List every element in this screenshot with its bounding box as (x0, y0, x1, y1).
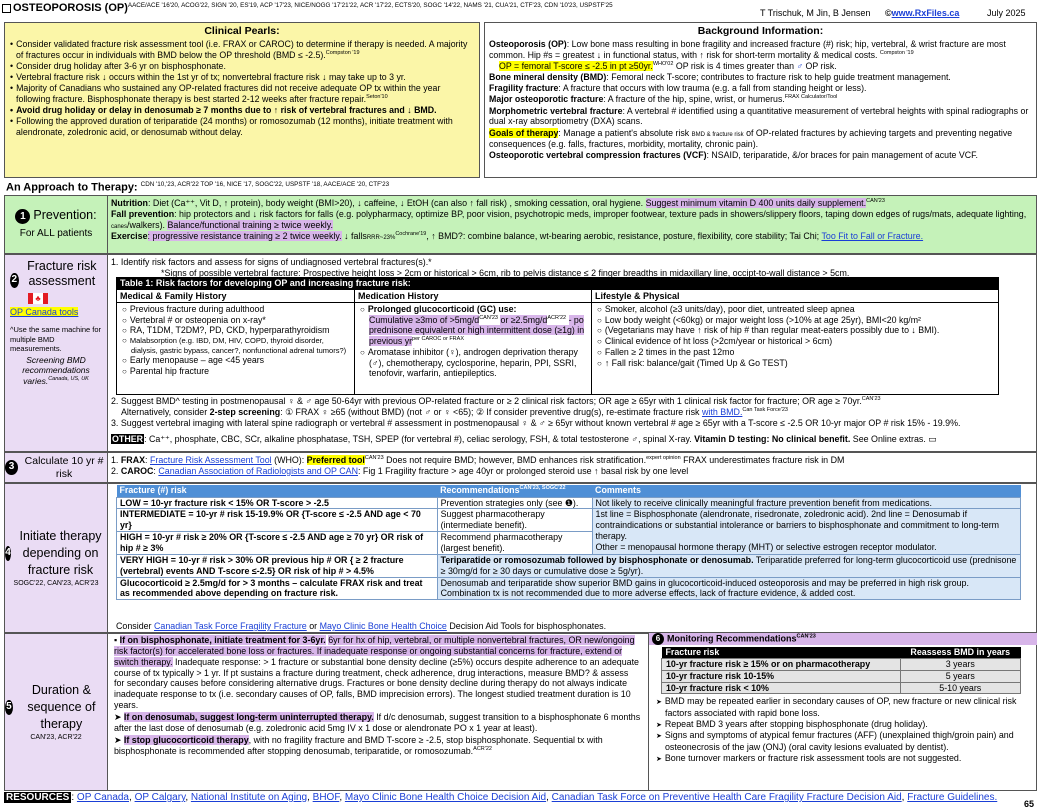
column-header: Medical & Family History (117, 291, 354, 303)
exercise-line: Exercise: progressive resistance training ≥ 2 twice weekly. ↓ fallsRRR~23%$^{Cochrane'19}$, ↑ BMD?: combine balance, wt-bearing aerobic, resistance, posture, flexibility, core stability; Tai Chi; Too Fit to Fall or Fracture. (111, 231, 924, 242)
risk-factor-item: ○ Fallen ≥ 2 times in the past 12mo (595, 347, 995, 358)
glucocorticoid-recommendation: Denosumab and teriparatide show superior BMD gains in glucocorticoid-induced osteoporosis and may be preferred in high risk group. Combination tx is not recommended due to more adverse effects, lack of fracture evidence, & added cost. (437, 577, 1020, 600)
frax-line: 1. FRAX: Fracture Risk Assessment Tool (WHO): Preferred tool$^{CAN'23}$ Does not require BMD; however, BMD enhances risk stratification.$^{expert opinion}$ FRAX underestimates fracture risk in DM (111, 455, 845, 465)
column-header: Medication History (355, 291, 591, 303)
step-2-line: 2. Suggest BMD^ testing in postmenopausal ♀ & ♂ age 50-64yr with previous OP-related fracture or ≥ 2 clinical risk factors; OR age ≥ 65yr with 1 clinical risk factor for fracture; OR age ≥ 70yr.$^{CAN'23}$ (111, 396, 881, 406)
checkbox-icon (2, 4, 11, 13)
background-title: Background Information: (697, 25, 824, 37)
website-link[interactable]: www.RxFiles.ca (891, 8, 960, 18)
risk-factor-item: ○ Parental hip fracture (120, 366, 351, 377)
medication-history-column (355, 290, 592, 395)
risk-factor-item: ○ Aromatase inhibitor (♀), androgen deprivation therapy (♂), chemotherapy, cyclosporine, heparin, PPI, SSRI, tenofovir, warfarin, antiepileptics. (358, 347, 588, 379)
mayo-clinic-link[interactable]: Mayo Clinic Bone Health Choice (319, 621, 447, 631)
fragility-definition: Fragility fracture: A fracture that occurs with low trauma (e.g. a fall from standing height or less). (489, 83, 867, 94)
resources-label: RESOURCES (6, 792, 70, 803)
section-title: Fracture risk assessment (27, 259, 97, 289)
column-header: Fracture (#) risk (117, 485, 438, 497)
pearl-item: • Vertebral fracture risk ↓ occurs within the 1st yr of tx; nonvertebral fracture risk ↓ may take up to 3 yr. (9, 72, 475, 83)
treatment-lines: 1st line = Bisphosphonate (alendronate, risedronate, zoledronic acid). 2nd line = Denosumab if contraindications or substantial intolerance or barriers to bisphosphonate and commitment to long-term therapy. Other = menopausal hormone therapy (MHT) or selective estrogen receptor modulator. (592, 509, 1020, 554)
resource-link[interactable]: Fracture Guidelines. (907, 792, 998, 803)
list-item: ➤ BMD may be repeated earlier in secondary causes of OP, new fracture or new clinical risk factors associated with rapid bone loss. (655, 696, 1031, 718)
pearl-item: • Following the approved duration of teriparatide (24 months) or romosozumab (12 months), initiate treatment with alendronate, zoledronic acid, or denosumab without delay. (9, 116, 475, 137)
monitoring-title: 6 Monitoring Recommendations$^{CAN'23}$ (649, 633, 1037, 645)
duration-text (114, 635, 641, 789)
op-tscore: OP = femoral T-score ≤ -2.5 in pt ≥50yr.$^{WHO'02}$ OP risk is 4 times greater than ♂ OP risk. (499, 60, 837, 71)
major-fracture-definition: Major osteoporotic fracture: A fracture of the hip, spine, wrist, or humerus.$^{FRAX Calculator/Tool}$ (489, 94, 838, 105)
risk-factor-item: ○ Clinical evidence of ht loss (>2cm/year or historical > 6cm) (595, 336, 995, 347)
authors: T Trischuk, M Jin, B Jensen (760, 8, 871, 18)
screening-steps (111, 396, 1033, 444)
morphometric-definition: Morphometric vertebral fracture: A vertebral # identified using a quantitative measurement of vertebral heights with spinal radiographs or dual x-ray absorptiometry (DXA) scans. (489, 105, 1029, 127)
op-canada-tools-link[interactable]: OP Canada tools (10, 306, 79, 317)
column-header: Recommendations$^{CAN'23, SOGC'22}$ (437, 485, 592, 497)
resource-link[interactable]: National Institute on Aging (190, 792, 308, 803)
section-references: SOGC'22, CAN'23, ACR'23 (13, 579, 99, 587)
section-references: CAN'23, ACR'22 (30, 733, 82, 741)
ctf-fragility-link[interactable]: Canadian Task Force Fragility Fracture (154, 621, 307, 631)
bmd-definition: Bone mineral density (BMD): Femoral neck T-score; contributes to fracture risk to help guide treatment management. (489, 71, 951, 82)
step-number: 1 (15, 209, 30, 224)
risk-factor-item: ○ Low body weight (<60kg) or major weight loss (>10% at age 25yr), BMI<20 kg/m² (595, 315, 995, 326)
monitoring-list (655, 696, 1031, 764)
vcf-definition: Osteoporotic vertebral compression fractures (VCF): NSAID, teriparatide, &/or braces for pain management of acute VCF. (489, 150, 978, 161)
very-high-recommendation: Teriparatide or romosozumab followed by bisphosphonate or denosumab. Teriparatide preferred for long-term glucocorticoid use (prednisone ≥ 30mg/d for ≥ 30 days or cumulative dose ≥ 5g/yr). (437, 554, 1020, 577)
denosumab-duration: ➤ If on denosumab, suggest long-term uninterrupted therapy. If d/c denosumab, suggest transition to a bisphosphonate 6 months after the last dose of denosumab (e.g. zoledronic acid 5mg IV x 1 dose or alendronate PO x 1 year at least). (114, 712, 641, 733)
risk-factor-item: ○ Malabsorption (e.g. IBD, DM, HIV, COPD, thyroid disorder, dialysis, gastric bypass, cancer?, nonfunctional adrenal tumors?) (120, 336, 351, 355)
step-1-line: 1. Identify risk factors and assess for signs of undiagnosed vertebral fractures(s).* (111, 257, 432, 267)
section-title: Calculate 10 yr # risk (24, 454, 104, 480)
decision-aid-footer: Consider Canadian Task Force Fragility Fracture or Mayo Clinic Bone Health Choice Decision Aid Tools for bisphosphonates. (116, 621, 607, 631)
section-title: Initiate therapy depending on fracture risk (19, 528, 102, 577)
clinical-pearls-box (4, 22, 480, 178)
glucocorticoid-stop: ➤ If stop glucocorticoid therapy, with no fragility fracture and BMD T-score ≥ -2.5, stop bisphosphonate. Sequential tx with bisphosphonate is recommended after stopping denosumab, teriparatide, or romosozumab.$^{ACR'22}$ (114, 734, 603, 756)
risk-factor-item: ○ Smoker, alcohol (≥3 units/day), poor diet, untreated sleep apnea (595, 304, 995, 315)
step-number: 4 (5, 546, 11, 561)
page-title: OSTEOPOROSIS (OP) (13, 2, 128, 15)
copyright (885, 8, 959, 19)
medical-history-column (117, 290, 355, 395)
section-calculate-body (108, 452, 1037, 483)
step-number: 5 (5, 700, 13, 715)
title-bar (2, 2, 1039, 20)
risk-factor-item: ○ Prolonged glucocorticoid (GC) use: Cumulative ≥3mo of $>5mg/d^{CAN'23}$ or $\ge 2.5mg/d^{ACR'22}$ - po prednisone equivalent or high intermittent dose (≥1g) in previous $yr^{per CAROC or FRAX}$ (358, 304, 588, 347)
column-header: Lifestyle & Physical (592, 291, 998, 303)
computer-icon: ▭ (928, 433, 937, 444)
table-row: 10-yr fracture risk ≥ 15% or on pharmacotherapy 3 years (662, 658, 1021, 670)
risk-factor-item: ○ ↑ Fall risk: balance/gait (Timed Up & Go TEST) (595, 358, 995, 369)
goals-definition: Goals of therapy: Manage a patient's absolute risk BMD & fracture risk of OP-related fractures by achieving targets and preventing negative consequences (e.g. falls, fractures, morbidity, mortality, chronic pain). (489, 127, 1013, 149)
two-step-line: Alternatively, consider 2-step screening: ① FRAX ♀ ≥65 (without BMD) (not ♂ or ♀ <65); ② If consider preventive drug(s), re-estimate fracture risk with BMD.$^{Can Task Force'23}$ (121, 406, 788, 417)
resource-link[interactable]: Mayo Clinic Bone Health Choice Decision Aid (344, 792, 547, 803)
risk-factor-item: ○ Early menopause – age <45 years (120, 355, 351, 366)
pearl-item: • Consider validated fracture risk assessment tool (i.e. FRAX or CAROC) to determine if therapy is needed. A majority of fractures occur in individuals with BMD below the OP threshold (BMD ≤ -2.5).$^{Compston '19}$ (9, 39, 475, 60)
section-title: Prevention: (33, 208, 97, 223)
step-3-line: 3. Suggest vertebral imaging with lateral spine radiograph or vertebral # assessment in postmenopausal ♀ & ♂ ≥ 65yr without known vertebral # age ≥ 65yr with a T-score ≤ -2.5 OR 10-yr major OP # risk 15% - 19.9%. (111, 417, 961, 428)
monitoring-panel (648, 633, 1037, 791)
risk-factor-item: ○ Vertebral # or osteopenia on x-ray* (120, 315, 351, 326)
background-info-box (484, 22, 1037, 178)
copyright-symbol: © (885, 8, 892, 18)
table-row: Glucocorticoid ≥ 2.5mg/d for > 3 months – calculate FRAX risk and treat as recommended above depending on fracture risk. Denosumab and teriparatide show superior BMD gains in glucocorticoid-induced osteoporosis and may be preferred in high risk group. Combination tx is not recommended due to more adverse effects, lack of fracture evidence, & added cost. (117, 577, 1021, 600)
op-definition: Osteoporosis (OP): Low bone mass resulting in bone fragility and increased fracture (#) risk; hip, vertebral, & wrist fracture are most common. Hip #s = greatest ↓ in functional status, with ↑ risk for short-term mortality & medical costs. $^{Compston '19}$ (489, 38, 1006, 60)
table-row: VERY HIGH = 10-yr # risk > 30% OR previous hip # OR { ≥ 2 fracture (vertebral) events AND T-score ≤-2.5} OR risk of hip # > 4.5% Teriparatide or romosozumab followed by bisphosphonate or denosumab. Teriparatide preferred for long-term glucocorticoid use (prednisone ≥ 30mg/d for ≥ 30 days or cumulative dose ≥ 5g/yr). (117, 554, 1021, 577)
section-prevention-label (4, 195, 108, 254)
section-risk-assessment-label (4, 254, 108, 452)
bisphosphonate-duration: ▪ If on bisphosphonate, initiate treatment for 3-6yr. 6yr for hx of hip, vertebral, or multiple nonvertebral fractures, OR new/ongoing risk factor(s) for accelerated bone loss or fractures. If inadequate response or ongoing substantial concerns for fracture, extend or switch therapy. Inadequate response: > 1 fracture or substantial bone density decline (≥5%) occurs despite adherence to an adequate course of tx typically > 1 yr. If pt sustains a fracture during treatment, check adherence, drug interactions, measure BMD? & assess for secondary causes before considering alternative drugs. Fractures or bone density decline during therapy do not always indicate inadequate response to tx (i.e. secondary causes of OP, falls, BMD imprecision errors). The longest studied treatment duration is 10 years. (114, 635, 639, 711)
risk-factor-item: ○ (Vegetarians may have ↑ risk of hip # than regular meat-eaters possibly due to ↓ BMI). (595, 325, 995, 336)
bmd-machine-note: ^Use the same machine for multiple BMD measurements. (10, 325, 102, 353)
clinical-pearls-list (9, 39, 475, 138)
resources-bar: RESOURCES : OP Canada, OP Calgary, National Institute on Aging, BHOF, Mayo Clinic Bone Health Choice Decision Aid, Canadian Task Force on Preventive Health Care Fragility Fracture Decision Aid, Fracture Guidelines. (6, 792, 998, 803)
page-number: 65 (1024, 799, 1035, 809)
male-icon: ♂ (796, 60, 804, 71)
risk-factor-item: ○ Previous fracture during adulthood (120, 304, 351, 315)
monitoring-table (661, 647, 1021, 694)
resource-link[interactable]: OP Canada (76, 792, 129, 803)
section-duration-label (4, 633, 108, 791)
column-header: Comments (592, 485, 1020, 497)
section-calculate-label (4, 452, 108, 483)
frax-link[interactable]: Fracture Risk Assessment Tool (149, 455, 272, 465)
table-row: HIGH = 10-yr # risk ≥ 20% OR {T-score ≤ -2.5 AND age ≥ 70 yr} OR risk of hip # ≥ 3% Recommend pharmacotherapy (largest benefit). (117, 532, 1021, 555)
clinical-pearls-title: Clinical Pearls: (204, 25, 280, 37)
section-initiate-label (4, 483, 108, 633)
risk-factors-table-title: Table 1: Risk factors for developing OP and increasing fracture risk: (117, 278, 998, 290)
list-item: ➤ Bone turnover markers or fracture risk assessment tools are not suggested. (655, 753, 1031, 765)
list-item: ➤ Repeat BMD 3 years after stopping bisphosphonate (drug holiday). (655, 719, 1031, 731)
caroc-line: 2. CAROC: Canadian Association of Radiologists and OP CAN: Fig 1 Fragility fracture > age 40yr or prolonged steroid use ↑ basal risk by one level (111, 465, 689, 476)
pearl-item: • Avoid drug holiday or delay in denosumab ≥ 7 months due to ↑ risk of vertebral fractures and ↓ BMD. (9, 105, 475, 116)
section-subtitle: For ALL patients (19, 228, 93, 240)
resource-link[interactable]: OP Calgary (134, 792, 186, 803)
table-row: 10-yr fracture risk 10-15% 5 years (662, 670, 1021, 682)
fracture-risk-table (116, 485, 1021, 600)
table-row: LOW = 10-yr fracture risk < 15% OR T-score > -2.5 Prevention strategies only (see ❶). Not likely to receive clinically meaningful fracture prevention benefit from medications. (117, 497, 1021, 509)
list-item: ➤ Signs and symptoms of atypical femur fractures (AFF) (unexplained thigh/groin pain) and osteonecrosis of the jaw (ONJ) (oral cavity lesions evaluated by dentist). (655, 730, 1031, 752)
pearl-item: • Majority of Canadians who sustained any OP-related fractures did not receive adequate OP tx within the year following fracture. Bisphosphonate therapy is best started 2-12 weeks after fracture repair.$^{Seton'10}$ (9, 83, 475, 104)
pearl-item: • Consider drug holiday after 3-6 yr on bisphosphonate. (9, 61, 475, 72)
risk-factors-table (116, 277, 999, 395)
publication-date: July 2025 (987, 8, 1026, 18)
column-header: Fracture risk (662, 647, 901, 658)
canada-flag-icon: ♣ (28, 293, 48, 304)
table-row: INTERMEDIATE = 10-yr # risk 15-19.9% OR {T-score ≤ -2.5 AND age < 70 yr} Suggest pharmacotherapy (intermediate benefit). 1st line = Bisphosphonate (alendronate, risedronate, zoledronic acid). 2nd line = Denosumab if contraindications or substantial intolerance or barriers to bisphosphonate and commitment to long-term therapy. Other = menopausal hormone therapy (MHT) or selective estrogen receptor modulator. (117, 509, 1021, 532)
too-fit-link[interactable]: Too Fit to Fall or Fracture. (821, 231, 924, 242)
fall-prevention-line: Fall prevention: hip protectors and ↓ risk factors for falls (e.g. polypharmacy, optimize BP, poor vision, psychotropic meds, improper footwear, texture pads in showers/slippery floors, taping down edges of rugs/mats, adequate lighting, canes/walkers). Balance/functional training ≥ twice weekly. (111, 208, 1027, 230)
step-number: 3 (5, 460, 18, 475)
section-prevention-body (108, 195, 1037, 254)
nutrition-line: Nutrition: Diet (Ca⁺⁺, Vit D, ↑ protein), body weight (BMI>20), ↓ caffeine, ↓ EtOH (can also ↑ fall risk) , smoking cessation, oral hygiene. Suggest minimum vitamin D 400 units daily supplement.$^{CAN'23}$ (111, 198, 885, 208)
lifestyle-column (592, 290, 998, 395)
section-title: Duration & sequence of therapy (27, 682, 96, 731)
screening-note: Screening BMD recommendations varies.$^{Canada, US, UK}$ (22, 354, 90, 386)
title-references: AACE/ACE '16'20, ACOG'22, SIGN '20, ES'19, ACP '17'23, NICE/NOGG '17'21'22, ACR '17'22, ECTS'20, SOGC '14'22, NAMS '21, CUA'21, CTF'23, CDN '10'23, USPSTF'25 (127, 2, 613, 9)
risk-factor-item: ○ RA, T1DM, T2DM?, PD, CKD, hyperparathyroidism (120, 325, 351, 336)
caroc-link[interactable]: Canadian Association of Radiologists and OP CAN (158, 465, 358, 476)
step-number: 2 (10, 273, 19, 288)
approach-title: An Approach to Therapy: $^{CDN '10,'23, ACR'22 TOP '16, NICE '17, SOGC'22, USPSTF '18, AACE/ACE '20, CTF'23}$ (6, 181, 390, 194)
resource-link[interactable]: BHOF (312, 792, 340, 803)
table-row: 10-yr fracture risk < 10% 5-10 years (662, 682, 1021, 694)
column-header: Reassess BMD in years (900, 647, 1020, 658)
vertebral-signs-line: *Signs of possible vertebral facture: Prospective height loss > 2cm or historical > 6cm, rib to pelvis distance ≤ 2 finger breadths in midaxillary line, occipt-to-wall distance > 5cm. (161, 267, 850, 278)
resource-link[interactable]: Canadian Task Force on Preventive Health Care Fragility Fracture Decision Aid (551, 792, 902, 803)
other-tests-line: OTHER: Ca⁺⁺, phosphate, CBC, SCr, alkaline phosphatase, TSH, SPEP (for vertebral #), celiac serology, FSH, & total testosterone ♂, spinal X-ray. Vitamin D testing: No clinical benefit. See Online extras. ▭ (112, 433, 937, 444)
